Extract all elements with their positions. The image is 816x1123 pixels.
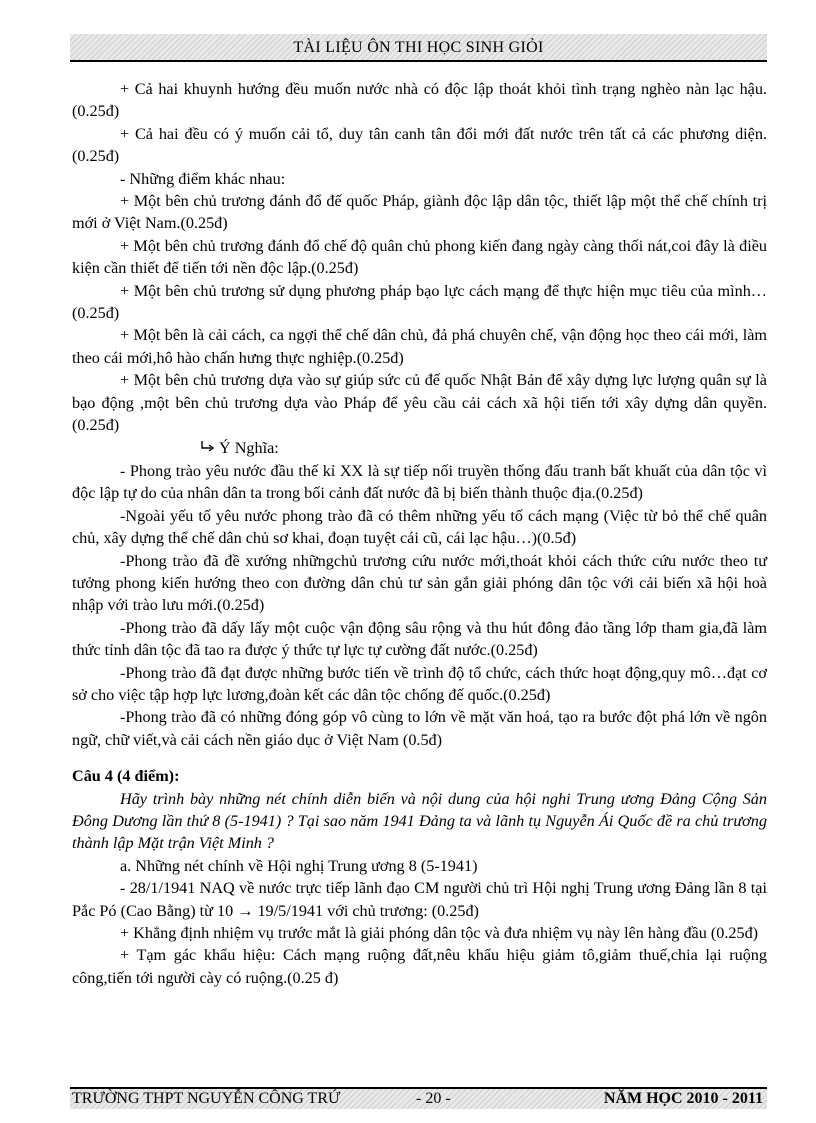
answer-line: a. Những nét chính về Hội nghị Trung ương 8 (5-1941) xyxy=(120,856,478,875)
paragraph: -Phong trào đã dấy lấy một cuộc vận động sâu rộng và thu hút đông đảo tầng lớp tham gia,đã làm thức tỉnh dân tộc đã tao ra được ý thức tự lực tự cường đất nước.(0.25đ) xyxy=(72,618,767,660)
answer-line: + Tạm gác khẩu hiệu: Cách mạng ruộng đất,nêu khẩu hiệu giảm tô,giảm thuế,chia lại ruộng công,tiến tới người cày có ruộng.(0.25 đ) xyxy=(72,946,767,987)
paragraph: + Một bên chủ trương đánh đổ chế độ quân chủ phong kiến đang ngày càng thối nát,coi đây là điều kiện cần thiết để tiến tới nền độc lập.(0.25đ) xyxy=(72,236,767,278)
paragraph: + Một bên là cải cách, ca ngợi thể chế dân chủ, đả phá chuyên chế, vận động học theo cái mới, làm theo cái mới,hô hào chấn hưng thực nghiệp.(0.25đ) xyxy=(72,326,767,367)
header-title: TÀI LIỆU ÔN THI HỌC SINH GIỎI xyxy=(293,39,544,56)
paragraph: -Phong trào đã đạt được những bước tiến về trình độ tổ chức, cách thức hoạt động,quy mô…đạt cơ sở cho việc tập hợp lực lương,đoàn kết các dân tộc chống đế quốc.(0.25đ) xyxy=(72,663,767,704)
paragraph: + Một bên chủ trương dựa vào sự giúp sức củ đế quốc Nhật Bản để xây dựng lực lượng quân sự là bạo động ,một bên chủ trương dựa vào Pháp để yêu cầu cải cách xã hội tiến tới xây dựng dân quyền. (0.25đ) xyxy=(72,371,767,435)
paragraph: -Ngoài yếu tố yêu nước phong trào đã có thêm những yếu tố cách mạng (Việc từ bỏ thể chế quân chủ, xây dựng thể chế dân chủ sơ khai, đoạn tuyệt cái cũ, cái lạc hậu…)(0.5đ) xyxy=(72,506,767,548)
curved-arrow-icon xyxy=(136,438,215,460)
paragraph: -Phong trào đã đề xướng nhữngchủ trương cứu nước mới,thoát khỏi cách thức cứu nước theo tư tưởng phong kiến hướng theo con đường dân chủ tư sản gắn giải phóng dân tộc với cải biến xã hội hoà nhập với trào lưu mới.(0.25đ) xyxy=(72,551,767,615)
meaning-heading xyxy=(72,437,767,460)
paragraph: - Những điểm khác nhau: xyxy=(120,169,286,188)
footer-page-number: - 20 - xyxy=(416,1090,451,1107)
page-footer xyxy=(70,1087,767,1109)
answer-line: - 28/1/1941 NAQ về nước trực tiếp lãnh đạo CM người chủ trì Hội nghị Trung ương Đảng lần 8 tại Pắc Pó (Cao Bằng) từ 10 → 19/5/1941 với chủ trương: (0.25đ) xyxy=(72,879,767,920)
paragraph: - Phong trào yêu nước đầu thế kỉ XX là sự tiếp nối truyền thống đấu tranh bất khuất của dân tộc vì độc lập tự do của nhân dân ta trong bối cảnh đất nước đã bị biến thành thuộc địa.(0.25đ) xyxy=(72,461,767,503)
answer-line: + Khẳng định nhiệm vụ trước mắt là giải phóng dân tộc và đưa nhiệm vụ này lên hàng đầu (0.25đ) xyxy=(120,924,759,943)
paragraph: -Phong trào đã có những đóng góp vô cùng to lớn về mặt văn hoá, tạo ra bước đột phá lớn về ngôn ngữ, chữ viết,và cải cách nền giáo dục ở Việt Nam (0.5đ) xyxy=(72,708,767,749)
paragraph: + Một bên chủ trương sử dụng phương pháp bạo lực cách mạng để thực hiện mục tiêu của mình… (0.25đ) xyxy=(72,281,767,323)
question-prompt: Hãy trình bày những nét chính diễn biến và nội dung của hội nghi Trung ương Đảng Cộng Sản Đông Dương lần thứ 8 (5-1941) ? Tại sao năm 1941 Đảng ta và lãnh tụ Nguyễn Ái Quốc đề ra chủ trương thành lập Mặt trận Việt Minh ? xyxy=(72,789,767,853)
page-content xyxy=(72,78,767,989)
question-title: Câu 4 (4 điểm): xyxy=(72,767,180,786)
paragraph: + Cả hai đều có ý muốn cải tổ, duy tân canh tân đổi mới đất nước trên tất cả các phương diện. (0.25đ) xyxy=(72,124,767,166)
meaning-label: Ý Nghĩa: xyxy=(219,438,279,457)
page-header xyxy=(70,34,767,62)
footer-school-year: NĂM HỌC 2010 - 2011 xyxy=(603,1090,763,1107)
paragraph: + Cả hai khuynh hướng đều muốn nước nhà có độc lập thoát khỏi tình trạng nghèo nàn lạc hậu.(0.25đ) xyxy=(72,80,767,121)
footer-school: TRƯỜNG THPT NGUYỄN CÔNG TRỨ xyxy=(72,1090,341,1107)
paragraph: + Một bên chủ trương đánh đổ đế quốc Pháp, giành độc lập dân tộc, thiết lập một thể chế chính trị mới ở Việt Nam.(0.25đ) xyxy=(72,192,767,233)
